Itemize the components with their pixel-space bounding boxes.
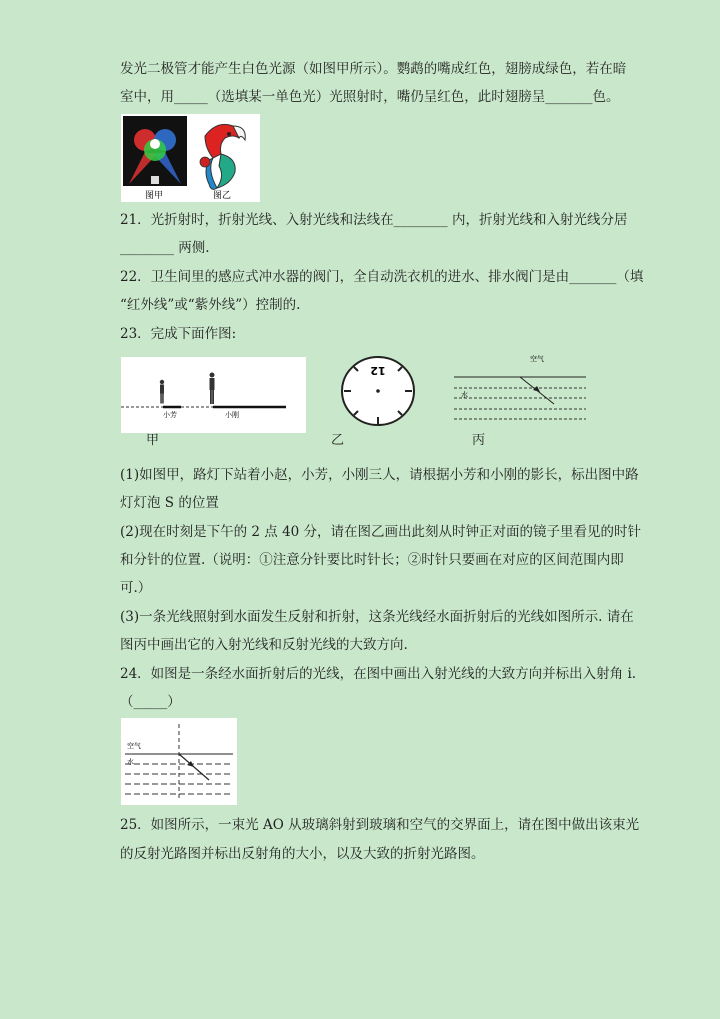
q24-label-water: 水	[127, 758, 134, 766]
q21-line-2: ________ 两侧.	[120, 240, 210, 256]
q23-part2-line-1: (2)现在时刻是下午的 2 点 40 分，请在图乙画出此刻从时钟正对面的镜子里看见的时针	[120, 524, 642, 540]
fig-bing-label: 丙	[472, 433, 486, 448]
q20-line-2: 室中，用_____（选填某一单色光）光照射时，嘴仍呈红色，此时翅膀呈_______色。	[120, 89, 620, 105]
q23-part2-line-3: 可.）	[120, 580, 152, 596]
ray-arrow	[533, 386, 540, 392]
q23-figure-bing	[452, 350, 588, 430]
q23-part3-line-2: 图丙中画出它的入射光线和反射光线的大致方向.	[120, 637, 408, 653]
q23-figure-yi	[340, 355, 416, 427]
parrot-drawing	[200, 124, 245, 189]
label-xiaofang: 小芳	[163, 411, 177, 419]
q23-part3-line-1: (3)一条光线照射到水面发生反射和折射，这条光线经水面折射后的光线如图所示. 请在	[120, 609, 634, 625]
q23-part1-line-2: 灯灯泡 S 的位置	[120, 495, 219, 511]
q22-line-2: “红外线”或“紫外线”）控制的.	[120, 297, 301, 313]
fig-jia-label: 甲	[146, 433, 160, 448]
q24-figure	[121, 718, 237, 805]
label-water: 水	[461, 391, 468, 399]
q24-line-2: （_____）	[120, 694, 181, 710]
q20-line-1: 发光二极管才能产生白色光源（如图甲所示）。鹦鹉的嘴成红色，翅膀成绿色，若在暗	[120, 61, 627, 77]
fig-yi-caption: 图乙	[213, 191, 232, 201]
q24-line-1: 24．如图是一条经水面折射后的光线，在图中画出入射光线的大致方向并标出入射角 i.	[120, 666, 637, 682]
q25-line-1: 25．如图所示，一束光 AO 从玻璃斜射到玻璃和空气的交界面上，请在图中做出该束光	[120, 817, 640, 833]
person-xiaogang	[210, 373, 215, 405]
q25-line-2: 的反射光路图并标出反射角的大小，以及大致的折射光路图。	[120, 846, 485, 862]
q20-figure	[121, 114, 260, 202]
q23-title: 23．完成下面作图:	[120, 326, 237, 342]
q23-part2-line-2: 和分针的位置.（说明：①注意分针要比时针长；②时针只要画在对应的区间范围内即	[120, 552, 624, 568]
fig-yi-label: 乙	[331, 433, 345, 448]
q24-label-air: 空气	[127, 742, 141, 750]
label-air: 空气	[530, 355, 544, 363]
q21-line-1: 21．光折射时，折射光线、入射光线和法线在________ 内，折射光线和入射光线分居	[120, 212, 628, 228]
q23-figure-jia	[121, 357, 306, 433]
clock-number-12: 12	[370, 364, 386, 377]
q23-part1-line-1: (1)如图甲，路灯下站着小赵，小芳，小刚三人，请根据小芳和小刚的影长，标出图中路	[120, 467, 639, 483]
label-xiaogang: 小刚	[225, 411, 239, 419]
person-xiaofang	[160, 380, 164, 404]
q22-line-1: 22．卫生间里的感应式冲水器的阀门，全自动洗衣机的进水、排水阀门是由_______（填	[120, 269, 644, 285]
fig-jia-caption: 图甲	[145, 191, 164, 201]
